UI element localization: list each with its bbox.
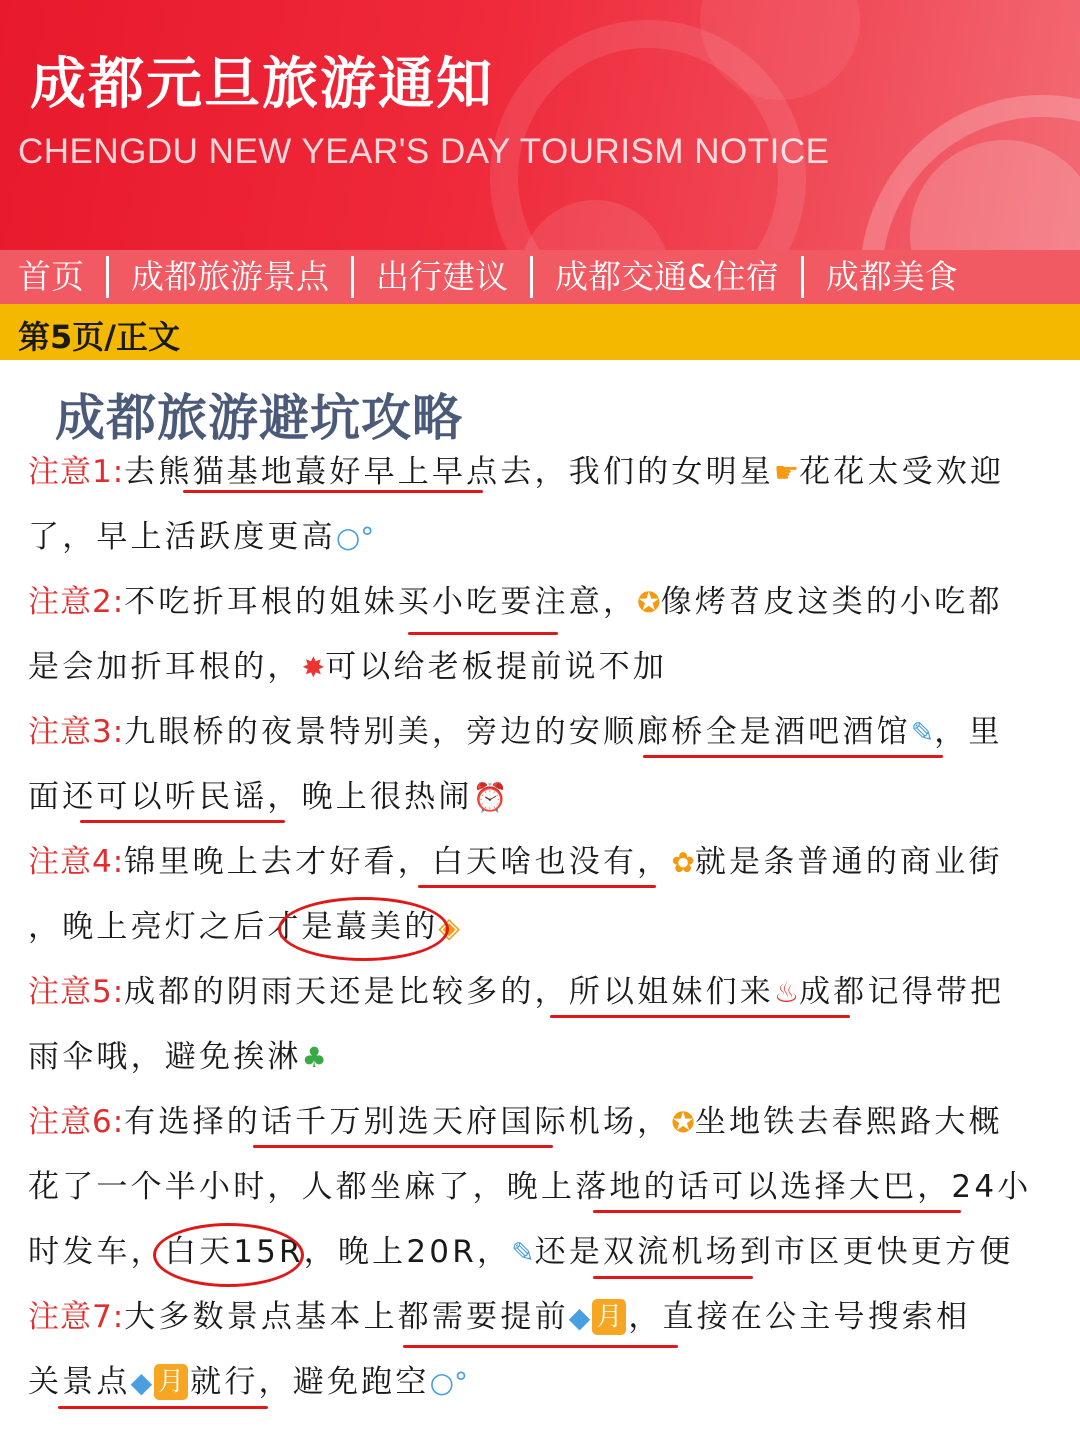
handdrawn-underline: [253, 1145, 553, 1148]
fish-icon: ◆: [568, 1301, 591, 1334]
note-label: 注意5:: [28, 974, 125, 1010]
nav-home[interactable]: 首页: [18, 257, 84, 296]
nav-food[interactable]: 成都美食: [825, 257, 958, 296]
nav-divider: [351, 256, 354, 298]
handdrawn-underline: [80, 820, 285, 823]
moon-badge-icon: 月: [154, 1364, 188, 1400]
note-text: 锦里晚上去才好看，白天啥也没有，: [124, 844, 672, 880]
handdrawn-underline: [550, 1015, 850, 1018]
note-label: 注意6:: [28, 1104, 125, 1140]
note-label: 注意1:: [28, 454, 125, 490]
nav-divider: [106, 256, 109, 298]
notes-list: [28, 440, 1052, 1415]
handdrawn-circle: [278, 897, 449, 961]
note-text: ，直接在公主号搜索相: [628, 1299, 971, 1335]
note-text: ，晚上亮灯之后才是蕞美的: [28, 909, 439, 945]
header-banner: [0, 0, 1080, 250]
note-text: 大多数景点基本上都需要提前: [124, 1299, 569, 1335]
page-subtitle: CHENGDU NEW YEAR'S DAY TOURISM NOTICE: [18, 132, 830, 171]
bubbles-icon: ○°: [335, 521, 375, 554]
handdrawn-underline: [418, 885, 656, 888]
note-label: 注意3:: [28, 714, 125, 750]
handdrawn-underline: [593, 1276, 753, 1279]
note-line: [28, 505, 1052, 570]
note-label: 注意7:: [28, 1299, 125, 1335]
note-line: [28, 895, 1052, 960]
note-text: 不吃折耳根的姐妹买小吃要注意，: [124, 584, 638, 620]
handdrawn-underline: [58, 1406, 268, 1409]
note-text: 像烤苕皮这类的小吃都: [660, 584, 1003, 620]
note-line: [28, 1090, 1052, 1155]
note-text: 去熊猫基地蕞好早上早点去，我们的女明星: [124, 454, 774, 490]
note-line: [28, 830, 1052, 895]
note-text: 有选择的话千万别选天府国际机场，: [124, 1104, 672, 1140]
bubbles-icon: ○°: [429, 1366, 468, 1399]
pointing-hand-icon: ☛: [773, 456, 800, 489]
handdrawn-underline: [183, 490, 483, 493]
compass-icon: ✪: [671, 1106, 695, 1139]
note-text: 成都的阴雨天还是比较多的，所以姐妹们来: [124, 974, 774, 1010]
note-text: 花了一个半小时，人都坐麻了，晚上落地的话可以选择大巴，24小: [28, 1169, 1032, 1205]
note-text: 雨伞哦，避免挨淋: [28, 1039, 302, 1075]
alarm-clock-icon: ⏰: [472, 781, 508, 814]
note-line: [28, 700, 1052, 765]
note-text: 成都记得带把: [799, 974, 1005, 1010]
nav-attractions[interactable]: 成都旅游景点: [131, 257, 329, 296]
compass-icon: ✪: [637, 586, 661, 619]
paperclip-icon: ✎: [910, 716, 935, 749]
note-line: [28, 1285, 1052, 1350]
note-line: [28, 635, 1052, 700]
top-nav: [0, 250, 1080, 304]
note-text: 了，早上活跃度更高: [28, 519, 336, 555]
note-text: 坐地铁去春熙路大概: [694, 1104, 1003, 1140]
paperclip-icon: ✎: [511, 1236, 535, 1269]
note-text: 时发车，白天15R，晚上20R，: [28, 1234, 512, 1270]
note-line: [28, 570, 1052, 635]
clover-icon: ♣: [301, 1041, 327, 1074]
anger-icon: ✸: [301, 651, 326, 684]
handdrawn-underline: [593, 1210, 961, 1213]
note-text: 花花太受欢迎: [799, 454, 1005, 490]
kite-icon: ◈: [438, 911, 460, 944]
note-line: [28, 1350, 1052, 1415]
nav-divider: [801, 256, 804, 298]
page-indicator-bar: [0, 304, 1080, 360]
note-text: 可以给老板提前说不加: [325, 649, 668, 685]
note-line: [28, 765, 1052, 830]
note-line: [28, 1025, 1052, 1090]
note-text: 面还可以听民谣，晚上很热闹: [28, 779, 473, 815]
note-label: 注意4:: [28, 844, 125, 880]
note-text: 还是双流机场到市区更快更方便: [534, 1234, 1014, 1270]
note-text: 是会加折耳根的，: [28, 649, 302, 685]
page-indicator: 第5页/正文: [18, 318, 180, 356]
note-text: 九眼桥的夜景特别美，旁边的安顺廊桥全是酒吧酒馆: [124, 714, 911, 750]
sponge-icon: ✿: [671, 846, 695, 879]
note-text: 就行，避免跑空: [190, 1364, 430, 1400]
note-line: [28, 1155, 1052, 1220]
section-title: 成都旅游避坑攻略: [55, 389, 463, 447]
hot-springs-icon: ♨: [773, 976, 800, 1009]
note-line: [28, 440, 1052, 505]
fish-icon: ◆: [130, 1366, 153, 1399]
nav-transport-lodging[interactable]: 成都交通&住宿: [555, 257, 779, 296]
nav-travel-tips[interactable]: 出行建议: [376, 257, 508, 296]
note-label: 注意2:: [28, 584, 125, 620]
note-line: [28, 1220, 1052, 1285]
moon-badge-icon: 月: [592, 1299, 626, 1335]
note-text: 关景点: [28, 1364, 131, 1400]
page-title: 成都元旦旅游通知: [30, 52, 494, 117]
nav-divider: [530, 256, 533, 298]
note-text: 就是条普通的商业街: [694, 844, 1003, 880]
handdrawn-underline: [643, 755, 943, 758]
note-line: [28, 960, 1052, 1025]
handdrawn-underline: [403, 1345, 678, 1348]
handdrawn-circle: [153, 1223, 304, 1287]
note-text: ，里: [934, 714, 1003, 750]
